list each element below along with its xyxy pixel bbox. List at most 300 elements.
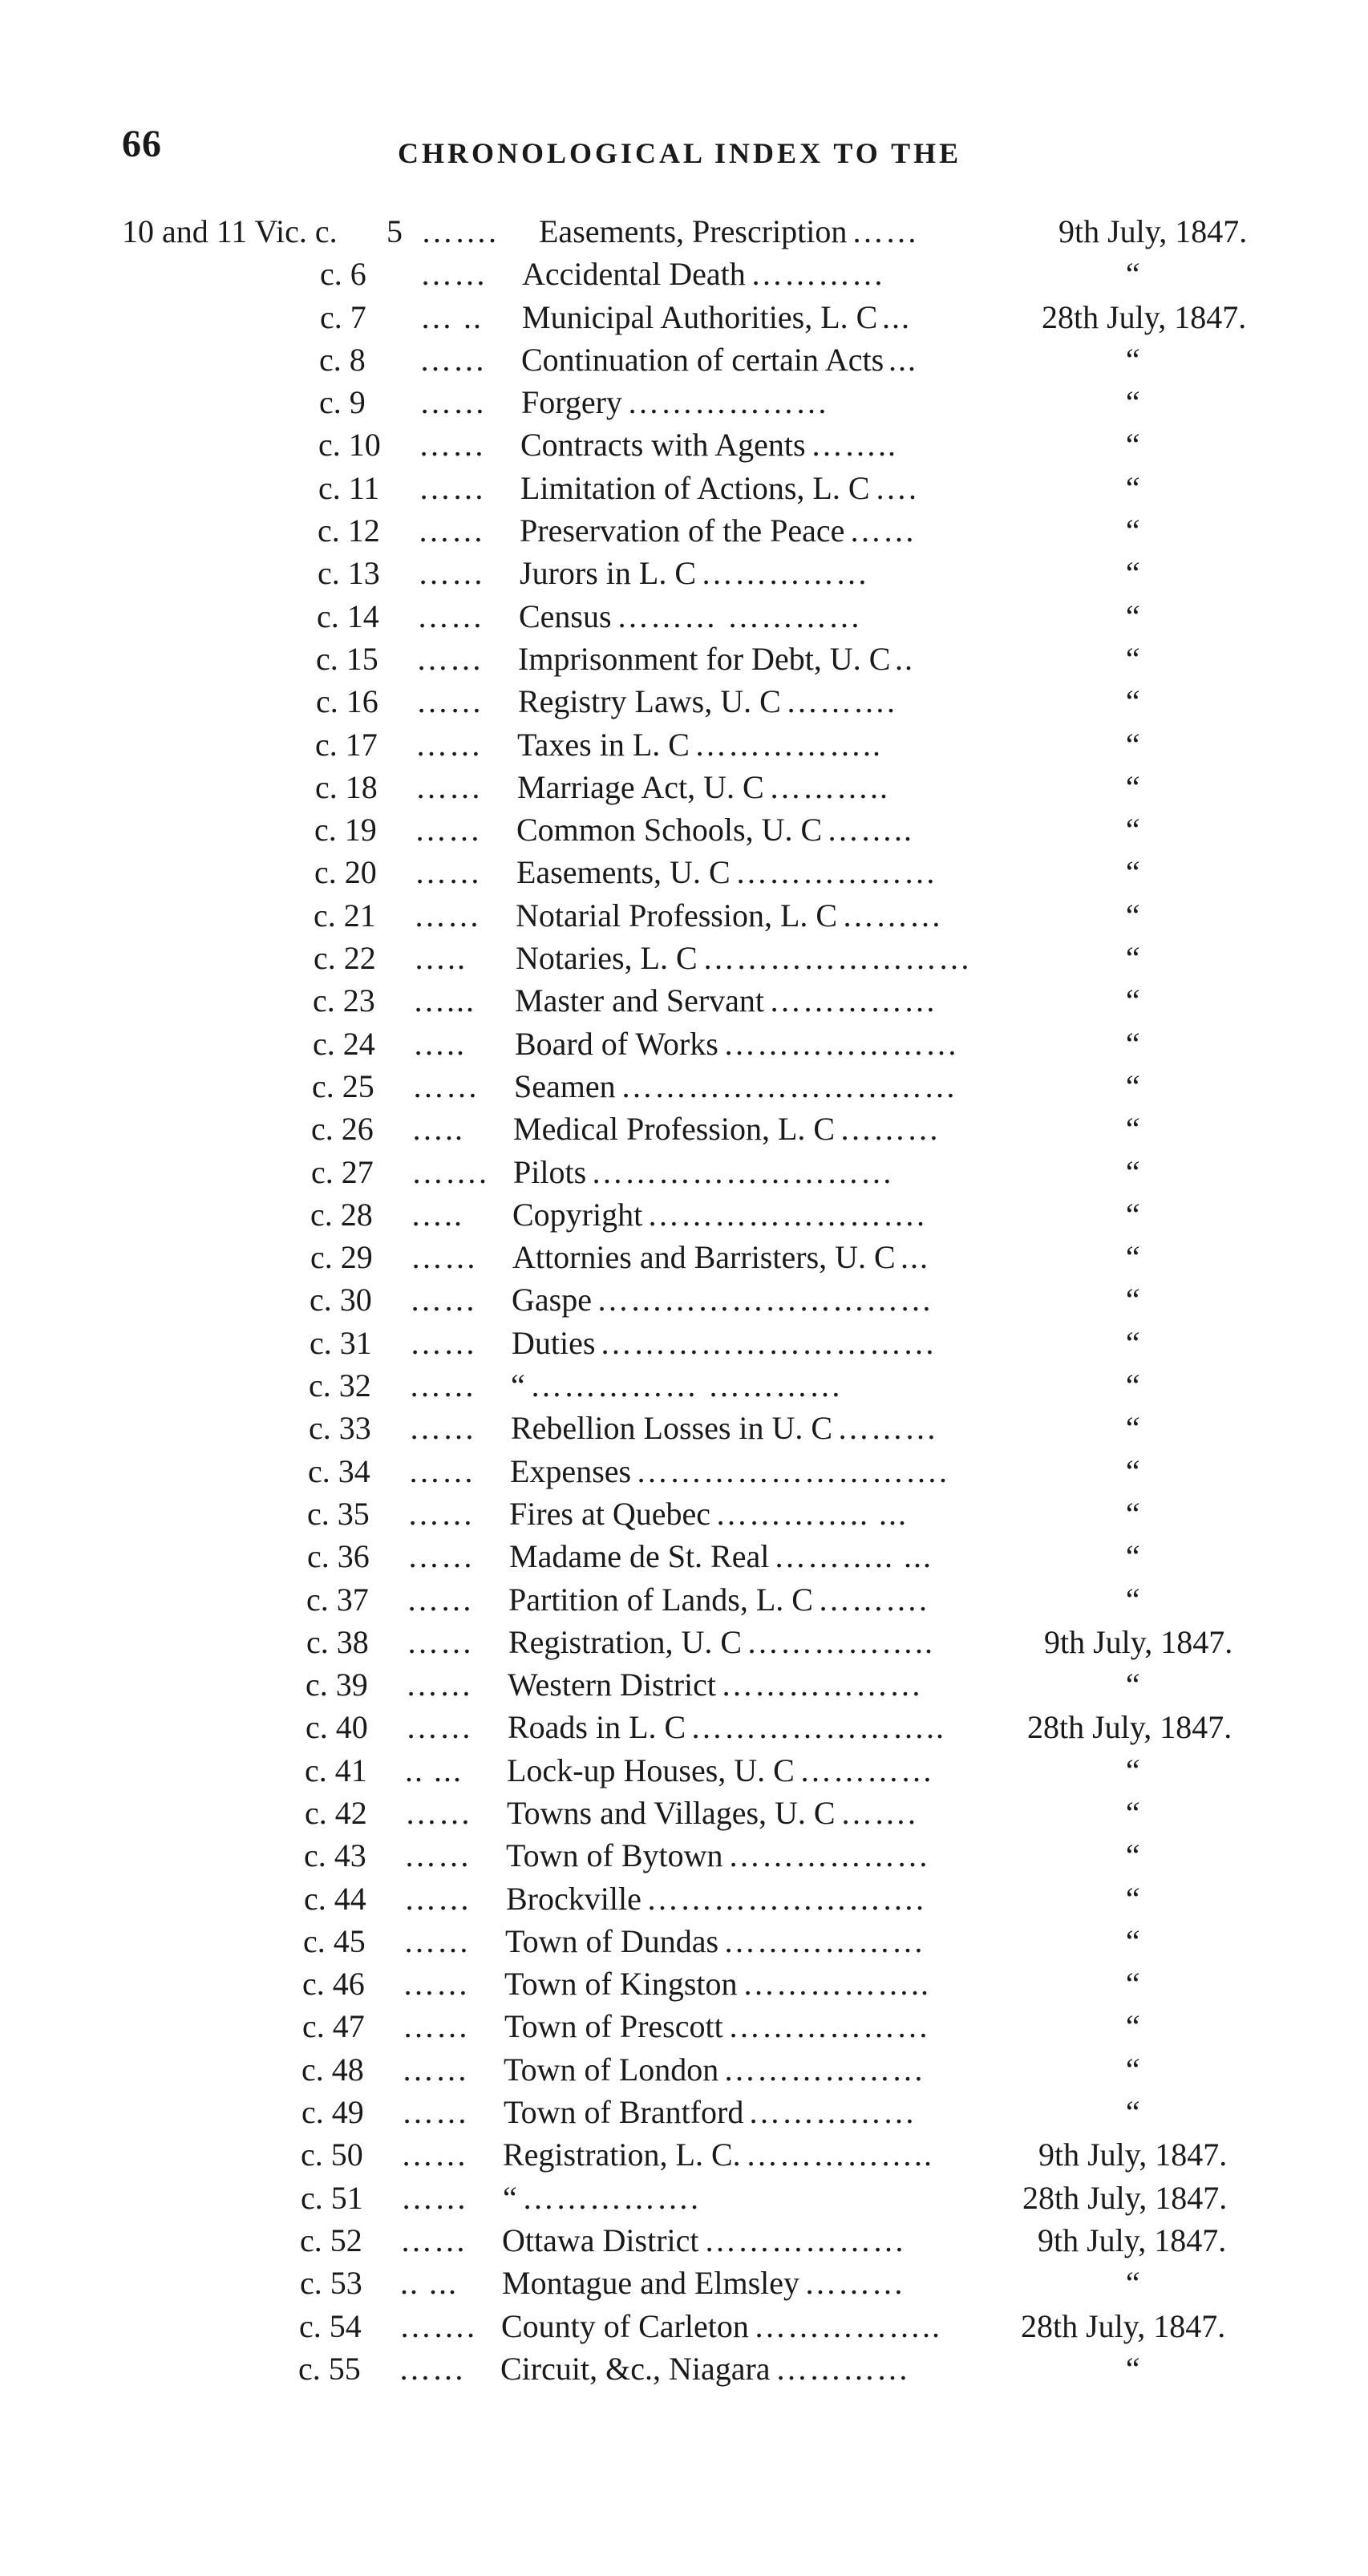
dot-leader-2: ……………………….: [636, 1452, 949, 1489]
chapter-number: c. 24: [313, 1025, 375, 1062]
subject: Registry Laws, U. C: [518, 683, 781, 720]
index-entry: [0, 2219, 1368, 2262]
chapter-number: c. 50: [301, 2137, 363, 2173]
dot-leader: ……: [404, 1880, 472, 1917]
chapter-number: c. 52: [300, 2222, 362, 2258]
dot-leader-2: …………………………: [597, 1282, 933, 1318]
chapter-number: c. 32: [309, 1367, 371, 1404]
index-entry: [0, 1749, 1368, 1792]
dot-leader-2: ………: [837, 1410, 938, 1447]
ditto-mark: “: [1123, 2094, 1141, 2131]
subject: Master and Servant: [515, 982, 765, 1019]
index-entry: [0, 851, 1368, 893]
subject: “: [503, 2179, 517, 2216]
subject: Medical Profession, L. C: [513, 1111, 836, 1148]
subject: “: [511, 1367, 525, 1404]
dot-leader-2: ……………………: [702, 940, 972, 977]
index-entry: [0, 1108, 1368, 1150]
chapter-number: c. 37: [306, 1581, 369, 1618]
dot-leader-2: ………………: [721, 1667, 923, 1703]
dot-leader: ……: [400, 2222, 467, 2258]
dot-leader-2: ……..: [827, 812, 913, 849]
subject: Pilots: [513, 1153, 587, 1190]
subject: Limitation of Actions, L. C: [520, 469, 870, 506]
dot-leader: ……: [402, 2051, 469, 2088]
running-head: CHRONOLOGICAL INDEX TO THE: [398, 137, 962, 169]
index-entry: [0, 1236, 1368, 1278]
index-entry: [0, 808, 1368, 851]
dot-leader: ……: [407, 1581, 474, 1618]
subject: Lock-up Houses, U. C: [507, 1752, 795, 1788]
dot-leader: ……: [411, 1239, 478, 1276]
chapter-number: c. 31: [310, 1324, 372, 1361]
ditto-mark: “: [1123, 1667, 1141, 1703]
subject: Town of Brantford: [504, 2094, 744, 2131]
act-date: 9th July, 1847.: [1058, 213, 1248, 249]
dot-leader: .. ...: [405, 1752, 463, 1788]
subject: Municipal Authorities, L. C: [522, 298, 878, 335]
index-entry: [0, 595, 1368, 638]
dot-leader-2: ………..: [769, 768, 889, 805]
index-entry: [0, 509, 1368, 552]
chapter-number: c. 39: [306, 1667, 368, 1703]
ditto-mark: “: [1123, 1111, 1141, 1148]
dot-leader-2: ……: [849, 512, 917, 549]
subject: Town of Bytown: [506, 1837, 723, 1874]
ditto-mark: “: [1123, 2350, 1141, 2387]
subject: Ottawa District: [502, 2222, 699, 2258]
subject: Town of Kingston: [504, 1966, 738, 2003]
entries-list: [0, 210, 1368, 2390]
dot-leader-2: ……………: [701, 555, 869, 592]
dot-leader-2: ………………: [723, 1922, 925, 1959]
subject: Imprisonment for Debt, U. C: [518, 640, 891, 677]
subject: Taxes in L. C: [517, 726, 690, 763]
ditto-mark: “: [1123, 1025, 1141, 1062]
subject: Brockville: [506, 1880, 642, 1917]
dot-leader-2: …………………….: [647, 1196, 926, 1233]
subject: Circuit, &c., Niagara: [500, 2350, 771, 2387]
ditto-mark: “: [1123, 512, 1141, 549]
chapter-number: 5: [387, 213, 403, 249]
act-date: 28th July, 1847.: [1042, 298, 1247, 335]
ditto-mark: “: [1123, 640, 1141, 677]
dot-leader: ……: [406, 1709, 473, 1746]
index-entry: [0, 1920, 1368, 1962]
act-citation: 10 and 11 Vic. c.: [122, 213, 338, 249]
index-entry: [0, 1065, 1368, 1108]
subject: Partition of Lands, L. C: [508, 1581, 813, 1618]
subject: Common Schools, U. C: [516, 812, 823, 849]
dot-leader-2: …………: [751, 256, 885, 293]
dot-leader-2: ..: [895, 640, 914, 677]
chapter-number: c. 42: [305, 1794, 367, 1831]
dot-leader: ……: [419, 469, 486, 506]
subject: Registration, U. C: [508, 1623, 743, 1660]
dot-leader-2: …….: [840, 1794, 917, 1831]
subject: Montague and Elmsley: [502, 2265, 800, 2302]
dot-leader-2: ………………: [728, 1837, 930, 1874]
ditto-mark: “: [1123, 982, 1141, 1019]
dot-leader-2: ……..: [811, 427, 897, 464]
index-entry: [0, 1834, 1368, 1877]
index-entry: [0, 2262, 1368, 2304]
ditto-mark: “: [1123, 1495, 1141, 1532]
dot-leader-2: ……: [852, 213, 919, 249]
ditto-mark: “: [1123, 256, 1141, 293]
dot-leader-2: …………… …………: [530, 1367, 843, 1404]
ditto-mark: “: [1123, 341, 1141, 378]
dot-leader: ……: [406, 1667, 473, 1703]
dot-leader-2: ………: [842, 897, 943, 934]
ditto-mark: “: [1123, 2051, 1141, 2088]
dot-leader: …….: [421, 213, 498, 249]
page-number: 66: [122, 123, 162, 165]
ditto-mark: “: [1123, 1410, 1141, 1447]
dot-leader-2: ………………: [627, 384, 829, 421]
chapter-number: c. 30: [310, 1282, 372, 1318]
subject: Town of London: [504, 2051, 719, 2088]
chapter-number: c. 25: [312, 1067, 374, 1104]
dot-leader: ……: [419, 341, 487, 378]
subject: Continuation of certain Acts: [521, 341, 884, 378]
dot-leader: ……: [412, 1067, 480, 1104]
ditto-mark: “: [1123, 1538, 1141, 1575]
dot-leader-2: ……………: [748, 2094, 917, 2131]
index-entry: [0, 338, 1368, 381]
index-entry: [0, 1962, 1368, 2005]
act-date: 9th July, 1847.: [1038, 2222, 1227, 2258]
act-date: 28th July, 1847.: [1022, 2179, 1228, 2216]
chapter-number: c. 26: [311, 1111, 374, 1148]
chapter-number: c. 54: [299, 2307, 362, 2344]
dot-leader: ……: [419, 384, 487, 421]
dot-leader-2: …………: [775, 2350, 910, 2387]
chapter-number: c. 11: [318, 469, 380, 506]
dot-leader: ……: [410, 1324, 477, 1361]
dot-leader: …..: [414, 940, 467, 977]
dot-leader-2: ...: [882, 298, 911, 335]
index-entry: [0, 979, 1368, 1022]
subject: Registration, L. C.: [503, 2137, 741, 2173]
index-entry: [0, 1407, 1368, 1449]
dot-leader-2: ………………: [728, 2008, 930, 2045]
chapter-number: c. 46: [302, 1966, 365, 2003]
index-entry: [0, 2133, 1368, 2176]
chapter-number: c. 19: [314, 812, 377, 849]
subject: Towns and Villages, U. C: [507, 1794, 836, 1831]
dot-leader: ……: [403, 1922, 471, 1959]
ditto-mark: “: [1123, 384, 1141, 421]
chapter-number: c. 28: [310, 1196, 373, 1233]
dot-leader: ……: [415, 854, 482, 891]
chapter-number: c. 7: [320, 298, 366, 335]
index-entry: [0, 1278, 1368, 1321]
index-entry: [0, 467, 1368, 509]
index-entry: [0, 723, 1368, 766]
index-entry: [0, 2177, 1368, 2219]
act-date: 28th July, 1847.: [1027, 1709, 1232, 1746]
dot-leader: ……: [410, 1282, 477, 1318]
ditto-mark: “: [1123, 1367, 1141, 1404]
dot-leader-2: …………………………: [600, 1324, 937, 1361]
chapter-number: c. 23: [313, 982, 375, 1019]
chapter-number: c. 17: [315, 726, 378, 763]
dot-leader: ……: [407, 1623, 474, 1660]
dot-leader-2: …………………..: [690, 1709, 945, 1746]
index-entry: [0, 766, 1368, 808]
dot-leader: ……: [408, 1452, 476, 1489]
subject: Town of Dundas: [505, 1922, 719, 1959]
index-entry: [0, 2005, 1368, 2047]
dot-leader: …..: [411, 1196, 463, 1233]
chapter-number: c. 29: [310, 1239, 373, 1276]
ditto-mark: “: [1123, 427, 1141, 464]
dot-leader: ……: [420, 256, 488, 293]
chapter-number: c. 22: [314, 940, 376, 977]
dot-leader: ……: [401, 2137, 468, 2173]
dot-leader: ……: [407, 1538, 475, 1575]
ditto-mark: “: [1123, 683, 1141, 720]
chapter-number: c. 44: [304, 1880, 366, 1917]
index-entry: [0, 1493, 1368, 1535]
subject: Notarial Profession, L. C: [516, 897, 838, 934]
dot-leader: ……: [419, 427, 486, 464]
index-entry: [0, 1023, 1368, 1065]
index-entry: [0, 381, 1368, 423]
dot-leader: …..: [411, 1111, 464, 1148]
dot-leader: …….: [399, 2307, 476, 2344]
subject: Census: [519, 597, 612, 634]
dot-leader: … ..: [420, 298, 483, 335]
subject: Easements, U. C: [516, 854, 731, 891]
chapter-number: c. 20: [314, 854, 377, 891]
ditto-mark: “: [1123, 1581, 1141, 1618]
chapter-number: c. 41: [305, 1752, 367, 1788]
index-entry: [0, 2347, 1368, 2390]
dot-leader-2: ………: [840, 1111, 941, 1148]
index-entry: [0, 423, 1368, 466]
chapter-number: c. 38: [306, 1623, 369, 1660]
dot-leader: ……: [417, 597, 484, 634]
ditto-mark: “: [1123, 1922, 1141, 1959]
dot-leader-2: ……… …………: [617, 597, 862, 634]
ditto-mark: “: [1123, 1282, 1141, 1318]
index-entry: [0, 680, 1368, 723]
ditto-mark: “: [1123, 1153, 1141, 1190]
chapter-number: c. 18: [315, 768, 378, 805]
dot-leader: ……: [409, 1410, 476, 1447]
index-entry: [0, 1193, 1368, 1236]
ditto-mark: “: [1123, 2265, 1141, 2302]
subject: Jurors in L. C: [520, 555, 696, 592]
ditto-mark: “: [1123, 940, 1141, 977]
ditto-mark: “: [1123, 1794, 1141, 1831]
chapter-number: c. 35: [307, 1495, 370, 1532]
ditto-mark: “: [1123, 597, 1141, 634]
index-entry: [0, 1364, 1368, 1407]
chapter-number: c. 53: [300, 2265, 362, 2302]
ditto-mark: “: [1123, 1239, 1141, 1276]
ditto-mark: “: [1123, 812, 1141, 849]
act-date: 28th July, 1847.: [1021, 2307, 1226, 2344]
dot-leader-2: ………: [804, 2265, 905, 2302]
chapter-number: c. 47: [302, 2008, 365, 2045]
ditto-mark: “: [1123, 1196, 1141, 1233]
subject: Attornies and Barristers, U. C: [512, 1239, 896, 1276]
ditto-mark: “: [1123, 1752, 1141, 1788]
subject: Madame de St. Real: [509, 1538, 770, 1575]
chapter-number: c. 6: [320, 256, 366, 293]
index-entry: [0, 210, 1368, 253]
dot-leader-2: …………………………: [621, 1067, 957, 1104]
index-entry: [0, 1706, 1368, 1748]
dot-leader-2: ...: [901, 1239, 929, 1276]
index-entry: [0, 2305, 1368, 2347]
subject: Fires at Quebec: [509, 1495, 711, 1532]
chapter-number: c. 36: [307, 1538, 370, 1575]
subject: Board of Works: [515, 1025, 718, 1062]
subject: Rebellion Losses in U. C: [511, 1410, 833, 1447]
subject: Forgery: [521, 384, 622, 421]
dot-leader-2: ………….. ...: [715, 1495, 908, 1532]
dot-leader: .. ...: [400, 2265, 458, 2302]
chapter-number: c. 49: [302, 2094, 364, 2131]
subject: Expenses: [510, 1452, 632, 1489]
dot-leader: ……: [416, 683, 484, 720]
chapter-number: c. 40: [306, 1709, 368, 1746]
dot-leader: ……: [404, 1837, 472, 1874]
index-entry: [0, 1322, 1368, 1364]
dot-leader: ……: [416, 640, 484, 677]
chapter-number: c. 51: [301, 2179, 363, 2216]
dot-leader-2: …………………: [723, 1025, 959, 1062]
dot-leader-2: ……………..: [746, 2137, 933, 2173]
index-entry: [0, 552, 1368, 594]
dot-leader-2: ………………: [704, 2222, 906, 2258]
dot-leader-2: …………………….: [646, 1880, 925, 1917]
dot-leader: ……: [415, 812, 482, 849]
ditto-mark: “: [1123, 1966, 1141, 2003]
ditto-mark: “: [1123, 1880, 1141, 1917]
dot-leader-2: …………….: [522, 2179, 700, 2216]
index-entry: [0, 1450, 1368, 1493]
dot-leader-2: ………………………: [591, 1153, 894, 1190]
chapter-number: c. 33: [309, 1410, 371, 1447]
index-entry: [0, 937, 1368, 979]
ditto-mark: “: [1123, 897, 1141, 934]
act-date: 9th July, 1847.: [1038, 2137, 1228, 2173]
subject: Notaries, L. C: [516, 940, 698, 977]
dot-leader: ……: [401, 2179, 468, 2216]
ditto-mark: “: [1123, 854, 1141, 891]
dot-leader-2: ……………..: [694, 726, 882, 763]
ditto-mark: “: [1123, 1837, 1141, 1874]
dot-leader-2: ………………: [735, 854, 937, 891]
dot-leader: ……: [402, 2094, 469, 2131]
ditto-mark: “: [1123, 1067, 1141, 1104]
dot-leader: ……: [403, 2008, 470, 2045]
chapter-number: c. 55: [298, 2350, 361, 2387]
chapter-number: c. 16: [316, 683, 378, 720]
dot-leader: ……: [415, 768, 483, 805]
index-entry: [0, 1621, 1368, 1663]
ditto-mark: “: [1123, 2008, 1141, 2045]
dot-leader: …….: [411, 1153, 488, 1190]
index-entry: [0, 1578, 1368, 1621]
chapter-number: c. 34: [308, 1452, 370, 1489]
chapter-number: c. 48: [302, 2051, 364, 2088]
subject: Seamen: [514, 1067, 616, 1104]
index-entry: [0, 296, 1368, 338]
subject: Accidental Death: [522, 256, 746, 293]
chapter-number: c. 15: [316, 640, 378, 677]
dot-leader-2: ….: [875, 469, 918, 506]
subject: Copyright: [512, 1196, 643, 1233]
dot-leader: …..: [413, 1025, 466, 1062]
chapter-number: c. 13: [318, 555, 380, 592]
dot-leader-2: ……….: [786, 683, 896, 720]
dot-leader: ……: [418, 512, 485, 549]
chapter-number: c. 9: [319, 384, 366, 421]
index-entry: [0, 894, 1368, 937]
dot-leader-2: ……….: [818, 1581, 929, 1618]
ditto-mark: “: [1123, 1452, 1141, 1489]
chapter-number: c. 21: [314, 897, 376, 934]
subject: Duties: [512, 1324, 596, 1361]
subject: Town of Prescott: [504, 2008, 723, 2045]
dot-leader: ……: [415, 726, 483, 763]
chapter-number: c. 8: [319, 341, 366, 378]
chapter-number: c. 27: [311, 1153, 374, 1190]
dot-leader: ……: [405, 1794, 472, 1831]
chapter-number: c. 43: [304, 1837, 366, 1874]
dot-leader-2: ...: [888, 341, 917, 378]
index-entry: [0, 253, 1368, 295]
dot-leader: ……: [403, 1966, 470, 2003]
chapter-number: c. 12: [318, 512, 380, 549]
dot-leader: …...: [413, 982, 476, 1019]
subject: Easements, Prescription: [539, 213, 848, 249]
subject: Western District: [508, 1667, 717, 1703]
dot-leader: ……: [418, 555, 485, 592]
subject: County of Carleton: [501, 2307, 749, 2344]
index-entry: [0, 2091, 1368, 2133]
index-entry: [0, 1151, 1368, 1193]
chapter-number: c. 10: [318, 427, 381, 464]
dot-leader-2: ……………..: [747, 1623, 934, 1660]
dot-leader-2: ……………..: [743, 1966, 930, 2003]
ditto-mark: “: [1123, 1324, 1141, 1361]
chapter-number: c. 45: [303, 1922, 366, 1959]
dot-leader-2: ……………..: [754, 2307, 941, 2344]
dot-leader-2: ………………: [723, 2051, 925, 2088]
subject: Roads in L. C: [508, 1709, 686, 1746]
dot-leader: ……: [409, 1367, 476, 1404]
index-entry: [0, 638, 1368, 680]
dot-leader-2: ……………: [769, 982, 937, 1019]
subject: Gaspe: [512, 1282, 592, 1318]
dot-leader-2: ……….. ...: [774, 1538, 933, 1575]
index-entry: [0, 1535, 1368, 1578]
subject: Preservation of the Peace: [520, 512, 845, 549]
act-date: 9th July, 1847.: [1044, 1623, 1233, 1660]
index-entry: [0, 2048, 1368, 2091]
ditto-mark: “: [1123, 768, 1141, 805]
index-entry: [0, 1877, 1368, 1920]
index-entry: [0, 1663, 1368, 1706]
subject: Contracts with Agents: [520, 427, 806, 464]
